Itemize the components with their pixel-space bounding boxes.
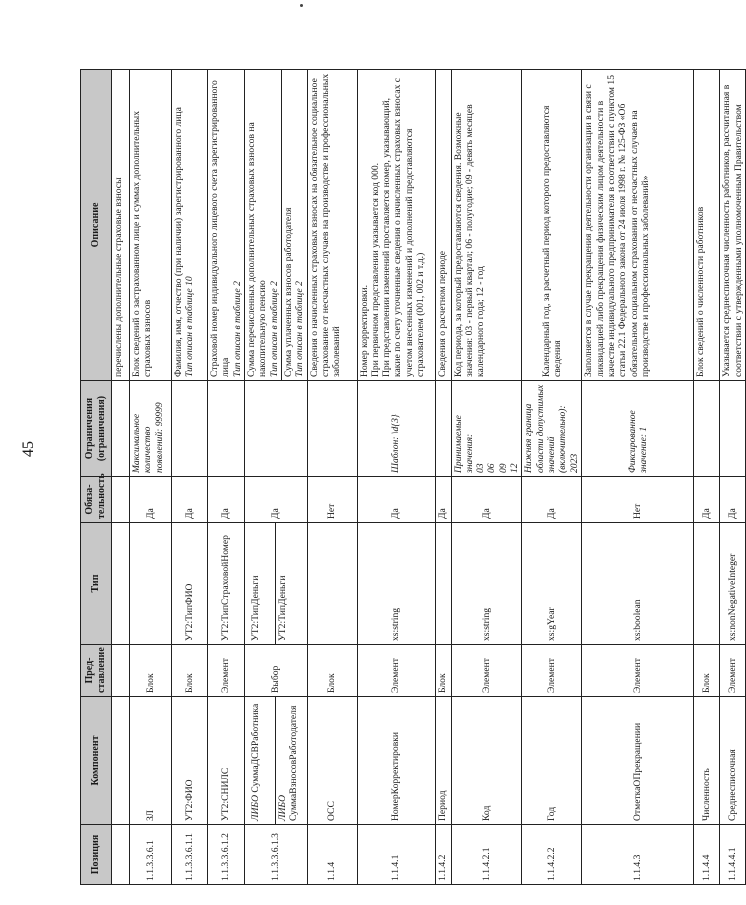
choice-prefix: ЛИБО — [249, 794, 261, 821]
cell-required: Да — [522, 477, 582, 523]
cell-description: Сведения о начисленных страховых взносах на обязательное социальное страхование от несчастных случаев на производстве и профессиональных заболеваний — [307, 70, 357, 381]
cell-required: Нет — [307, 477, 357, 523]
cell-position: 1.1.4.3 — [582, 825, 694, 885]
cell-type — [130, 523, 172, 645]
cell-type: xs:string — [357, 523, 435, 645]
cell-representation: Элемент — [582, 645, 694, 697]
table-row — [244, 70, 307, 885]
table-row — [357, 70, 435, 885]
cell-position: 1.1.4.2 — [435, 825, 451, 885]
allowed-value: 03 — [475, 463, 487, 473]
cell-required: Да — [720, 477, 746, 523]
table-header-row — [81, 70, 112, 885]
cell-representation: Элемент — [451, 645, 522, 697]
cell-limits — [435, 381, 451, 477]
cell-position — [112, 825, 130, 885]
cell-component: Период — [435, 697, 451, 825]
col-header-limits: Ограничения (ограничения) — [81, 381, 112, 477]
cell-type — [694, 523, 720, 645]
cell-type: xs:boolean — [582, 523, 694, 645]
cell-limits — [244, 381, 307, 477]
cell-component: ЗЛ — [130, 697, 172, 825]
cell-required: Нет — [582, 477, 694, 523]
cell-representation: Выбор — [244, 645, 307, 697]
cell-position: 1.1.4 — [307, 825, 357, 885]
col-header-component: Компонент — [81, 697, 112, 825]
cell-representation: Блок — [172, 645, 208, 697]
table-row — [451, 70, 522, 885]
cell-type: УТ2:ТипФИО — [172, 523, 208, 645]
cell-limits: Фиксированное значение: 1 — [582, 381, 694, 477]
cell-component — [112, 697, 130, 825]
table-row — [435, 70, 451, 885]
description-text: Страховой номер индивидуального лицевого счета зарегистрированного лица — [209, 80, 232, 377]
description-text: Сумма перечисленных дополнительных страховых взносов на накопительную пенсию — [245, 122, 269, 377]
component-name: СуммаДСВРаботника — [249, 703, 261, 793]
cell-representation: Блок — [435, 645, 451, 697]
cell-required — [112, 477, 130, 523]
cell-limits — [720, 381, 746, 477]
cell-position: 1.1.3.3.6.1.2 — [208, 825, 245, 885]
cell-description: Календарный год, за расчетный период которого предоставляются сведения — [522, 70, 582, 381]
cell-required: Да — [694, 477, 720, 523]
cell-limits — [172, 381, 208, 477]
cell-description: Заполняется в случае прекращения деятельности организации в связи с ликвидацией либо прекращения физическим лицом деятельности в качестве индивидуального предпринимателя в соответствии с пунктом 15 статьи 22.1 Федерального закона от 24 июля 1998 г. № 125-ФЗ «Об обязательном социальном страховании от несчастных случаев на производстве и профессиональных заболеваний» — [582, 70, 694, 381]
cell-required: Да — [435, 477, 451, 523]
cell-required: Да — [208, 477, 245, 523]
cell-position: 1.1.4.4.1 — [720, 825, 746, 885]
cell-position: 1.1.3.3.6.1.3 — [244, 825, 307, 885]
cell-limits — [307, 381, 357, 477]
type-reference: Тип описан в таблице 10 — [184, 276, 196, 377]
limits-heading: Принимаемые значения: — [452, 415, 475, 473]
component-name: СуммаВзносовРаботодателя — [288, 705, 300, 821]
cell-description — [172, 70, 208, 381]
table-row — [130, 70, 172, 885]
cell-component: Код — [451, 697, 522, 825]
col-header-required: Обяза- тельность — [81, 477, 112, 523]
cell-representation: Элемент — [208, 645, 245, 697]
cell-description: Блок сведений о численности работников — [694, 70, 720, 381]
cell-position: 1.1.4.2.1 — [451, 825, 522, 885]
type-name: УТ2:ТипДеньги — [249, 575, 261, 641]
table-row — [172, 70, 208, 885]
type-reference: Тип описан в таблице 2 — [268, 281, 280, 377]
schema-table — [80, 69, 746, 885]
cell-limits: Нижняя граница области допустимых значений (включительно): 2023 — [522, 381, 582, 477]
cell-type: xs:gYear — [522, 523, 582, 645]
cell-position: 1.1.4.2.2 — [522, 825, 582, 885]
scan-artifact — [300, 4, 303, 7]
cell-description: Блок сведений о застрахованном лице и суммах дополнительных страховых взносов — [130, 70, 172, 381]
cell-description: Код периода, за который предоставляются сведения. Возможные значения: 03 - первый квартал; 06 - полугодие; 09 - девять месяцев календарного года; 12 - год — [451, 70, 522, 381]
table-row — [522, 70, 582, 885]
table-row — [582, 70, 694, 885]
cell-representation: Элемент — [357, 645, 435, 697]
allowed-value: 09 — [497, 463, 509, 473]
type-reference: Тип описан в таблице 2 — [231, 281, 243, 377]
col-header-representation: Пред- ставление — [81, 645, 112, 697]
cell-limits: Максимальное количество появлений: 99999 — [130, 381, 172, 477]
cell-required: Да — [357, 477, 435, 523]
table-row — [307, 70, 357, 885]
cell-type — [307, 523, 357, 645]
cell-component: УТ2:ФИО — [172, 697, 208, 825]
cell-representation: Блок — [307, 645, 357, 697]
cell-description: Номер корректировки. При первичном представлении указывается код 000. При представлении изменений проставляется номер, указывающий, какие по счету уточненные сведения о начисленных страховых взносах с учетом внесенных изменений и дополнений представляются страхователем (001, 002 и т.д.) — [357, 70, 435, 381]
cell-representation: Блок — [130, 645, 172, 697]
table-row — [720, 70, 746, 885]
col-header-description: Описание — [81, 70, 112, 381]
col-header-type: Тип — [81, 523, 112, 645]
cell-type — [112, 523, 130, 645]
cell-type: УТ2:ТипСтраховойНомер — [208, 523, 245, 645]
cell-limits — [694, 381, 720, 477]
cell-type — [244, 523, 307, 645]
cell-component: ОтметкаОПрекращении — [582, 697, 694, 825]
cell-representation: Элемент — [720, 645, 746, 697]
cell-position: 1.1.3.3.6.1 — [130, 825, 172, 885]
cell-position: 1.1.4.1 — [357, 825, 435, 885]
cell-limits: Шаблон: \d{3} — [357, 381, 435, 477]
cell-component: Среднесписочная — [720, 697, 746, 825]
cell-required: Да — [451, 477, 522, 523]
cell-type: xs:string — [451, 523, 522, 645]
cell-component: Год — [522, 697, 582, 825]
cell-required: Да — [172, 477, 208, 523]
table-row — [694, 70, 720, 885]
allowed-value: 12 — [509, 463, 521, 473]
page-number: 45 — [20, 441, 37, 457]
cell-limits — [451, 381, 522, 477]
cell-component: ОСС — [307, 697, 357, 825]
cell-type — [435, 523, 451, 645]
cell-component: НомерКорректировки — [357, 697, 435, 825]
cell-limits — [112, 381, 130, 477]
cell-representation — [112, 645, 130, 697]
choice-prefix: ЛИБО — [276, 794, 288, 821]
cell-description — [244, 70, 307, 381]
cell-required: Да — [244, 477, 307, 523]
type-reference: Тип описан в таблице 2 — [294, 281, 306, 377]
allowed-value: 06 — [486, 463, 498, 473]
type-name: УТ2:ТипДеньги — [276, 575, 288, 641]
cell-required: Да — [130, 477, 172, 523]
description-text: Фамилия, имя, отчество (при наличии) зарегистрированного лица — [173, 107, 184, 377]
rotated-table-container — [80, 70, 744, 885]
cell-description — [208, 70, 245, 381]
cell-representation: Элемент — [522, 645, 582, 697]
cell-component: УТ2:СНИЛС — [208, 697, 245, 825]
cell-type: xs:nonNegativeInteger — [720, 523, 746, 645]
cell-component: Численность — [694, 697, 720, 825]
table-row — [208, 70, 245, 885]
cell-position: 1.1.4.4 — [694, 825, 720, 885]
cell-limits — [208, 381, 245, 477]
cell-description: Указывается среднесписочная численность работников, рассчитанная в соответствии с утвержденными уполномоченным Правительством — [720, 70, 746, 381]
cell-representation: Блок — [694, 645, 720, 697]
table-row — [112, 70, 130, 885]
cell-position: 1.1.3.3.6.1.1 — [172, 825, 208, 885]
cell-description: Сведения о расчетном периоде — [435, 70, 451, 381]
col-header-position: Позиция — [81, 825, 112, 885]
description-text: Сумма уплаченных взносов работодателя — [282, 207, 294, 377]
cell-description: перечислены дополнительные страховые взносы — [112, 70, 130, 381]
cell-component — [244, 697, 307, 825]
